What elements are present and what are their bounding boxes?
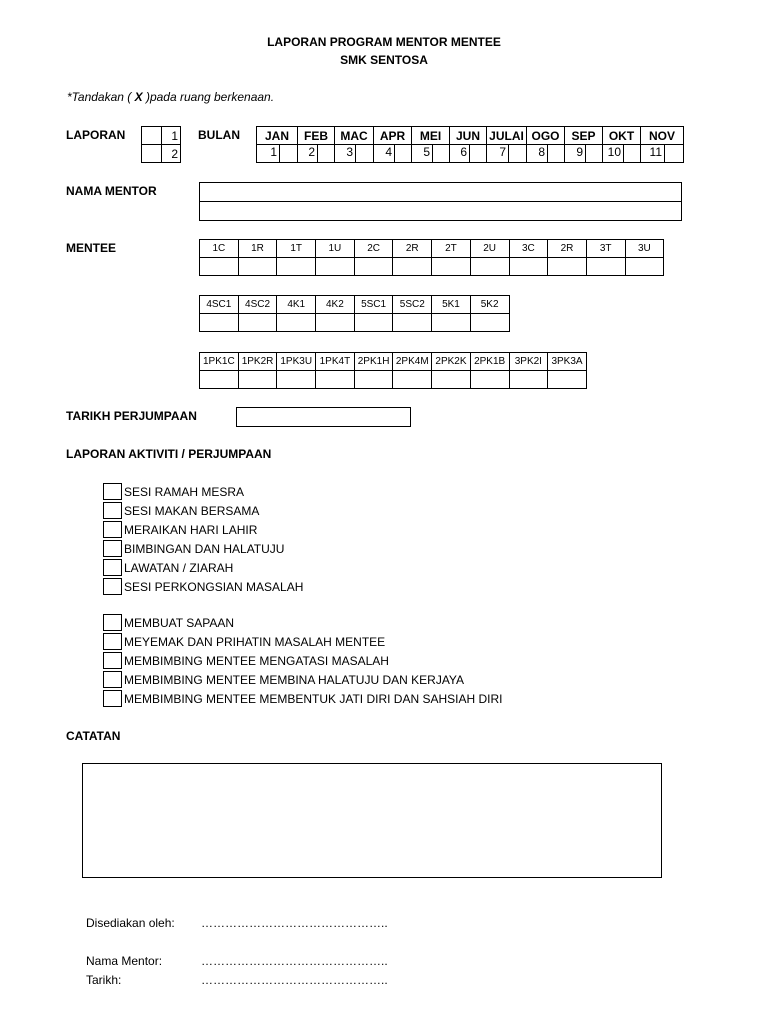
month-sep-label: SEP <box>565 127 603 145</box>
mentee-class-label: 2PK1H <box>354 353 393 371</box>
month-okt-label: OKT <box>603 127 641 145</box>
tarikh-dotted-line[interactable]: ……………………………………….. <box>201 973 388 987</box>
mentee-class-label: 3T <box>586 240 625 258</box>
mentee-class-label: 2T <box>432 240 471 258</box>
mentee-class-label: 2C <box>354 240 393 258</box>
month-number-label: 11 <box>641 145 665 162</box>
month-1-checkbox[interactable] <box>280 145 297 162</box>
laporan-1-label: 1 <box>162 127 181 145</box>
mentee-class-checkbox[interactable] <box>393 314 432 332</box>
month-number-label: 10 <box>603 145 624 162</box>
mentee-class-label: 5SC1 <box>354 296 393 314</box>
mentee-class-label: 1PK2R <box>238 353 277 371</box>
activity-item <box>103 613 502 632</box>
mentee-class-checkbox[interactable] <box>509 258 548 276</box>
mentee-class-checkbox[interactable] <box>432 314 471 332</box>
mentee-class-label: 2R <box>393 240 432 258</box>
mentee-class-label: 5SC2 <box>393 296 432 314</box>
mentee-class-label: 1C <box>200 240 239 258</box>
activity-checkbox[interactable] <box>103 578 122 595</box>
bulan-label: BULAN <box>198 128 240 142</box>
month-9-cell <box>565 145 603 163</box>
month-7-cell <box>487 145 527 163</box>
mentee-class-checkbox[interactable] <box>354 258 393 276</box>
mentee-class-checkbox[interactable] <box>238 371 277 389</box>
mentee-class-label: 1T <box>277 240 316 258</box>
activity-checkbox[interactable] <box>103 521 122 538</box>
laporan-2-checkbox[interactable] <box>142 145 162 163</box>
month-1-cell <box>257 145 298 163</box>
mentee-class-label: 1R <box>238 240 277 258</box>
month-6-checkbox[interactable] <box>470 145 486 162</box>
month-4-checkbox[interactable] <box>395 145 411 162</box>
mentee-grid-1 <box>199 239 664 276</box>
mentee-class-label: 2PK2K <box>432 353 471 371</box>
bulan-grid <box>256 126 684 163</box>
activity-group-1 <box>103 482 303 596</box>
mentee-class-checkbox[interactable] <box>470 371 509 389</box>
month-number-label: 5 <box>412 145 433 162</box>
mentee-grid-2 <box>199 295 510 332</box>
mentee-class-checkbox[interactable] <box>470 314 509 332</box>
mentee-grid-3 <box>199 352 587 389</box>
month-apr-label: APR <box>374 127 412 145</box>
activity-checkbox[interactable] <box>103 559 122 576</box>
month-11-checkbox[interactable] <box>665 145 683 162</box>
activity-label: MERAIKAN HARI LAHIR <box>124 522 258 537</box>
month-number-label: 8 <box>527 145 548 162</box>
activity-label: MEMBIMBING MENTEE MEMBINA HALATUJU DAN KERJAYA <box>124 672 465 687</box>
mentee-class-label: 1PK1C <box>200 353 239 371</box>
month-ogo-label: OGO <box>527 127 565 145</box>
mentee-class-checkbox[interactable] <box>200 258 239 276</box>
mentee-class-checkbox[interactable] <box>548 258 587 276</box>
mentee-class-checkbox[interactable] <box>586 258 625 276</box>
mentee-class-label: 5K2 <box>470 296 509 314</box>
nama-mentor-divider <box>200 201 681 202</box>
page-title: LAPORAN PROGRAM MENTOR MENTEE <box>267 35 501 49</box>
activity-item <box>103 577 303 596</box>
activity-label: SESI RAMAH MESRA <box>124 484 245 499</box>
month-3-cell <box>335 145 374 163</box>
month-mei-label: MEI <box>412 127 450 145</box>
mentee-class-checkbox[interactable] <box>200 314 239 332</box>
nama-mentor-label: NAMA MENTOR <box>66 184 157 198</box>
month-4-cell <box>374 145 412 163</box>
activity-item <box>103 670 502 689</box>
catatan-field[interactable] <box>82 763 662 878</box>
activity-checkbox[interactable] <box>103 652 122 669</box>
activity-item <box>103 501 303 520</box>
mentee-class-checkbox[interactable] <box>548 371 587 389</box>
month-number-label: 6 <box>450 145 470 162</box>
month-10-checkbox[interactable] <box>624 145 640 162</box>
month-mac-label: MAC <box>335 127 374 145</box>
month-number-label: 4 <box>374 145 395 162</box>
mentee-class-label: 3U <box>625 240 664 258</box>
mentee-class-checkbox[interactable] <box>432 258 471 276</box>
activity-checkbox[interactable] <box>103 502 122 519</box>
month-10-cell <box>603 145 641 163</box>
month-number-label: 2 <box>298 145 318 162</box>
instruction-note: *Tandakan ( X )pada ruang berkenaan. <box>67 90 275 104</box>
activity-item <box>103 520 303 539</box>
mentee-class-label: 1PK3U <box>277 353 316 371</box>
month-nov-label: NOV <box>641 127 684 145</box>
month-julai-label: JULAI <box>487 127 527 145</box>
mentee-class-checkbox[interactable] <box>625 258 664 276</box>
month-5-checkbox[interactable] <box>433 145 449 162</box>
activity-item <box>103 482 303 501</box>
mentee-class-checkbox[interactable] <box>470 258 509 276</box>
mentee-class-checkbox[interactable] <box>277 258 316 276</box>
mentee-class-checkbox[interactable] <box>277 314 316 332</box>
month-6-cell <box>450 145 487 163</box>
activity-label: MEMBIMBING MENTEE MEMBENTUK JATI DIRI DAN SAHSIAH DIRI <box>124 691 503 706</box>
month-7-checkbox[interactable] <box>509 145 526 162</box>
activity-group-2 <box>103 613 502 708</box>
activity-checkbox[interactable] <box>103 614 122 631</box>
activity-checkbox[interactable] <box>103 633 122 650</box>
activity-item <box>103 632 502 651</box>
laporan-1-checkbox[interactable] <box>142 127 162 145</box>
mentee-class-label: 2U <box>470 240 509 258</box>
activity-label: MEMBUAT SAPAAN <box>124 615 235 630</box>
laporan-aktiviti-label: LAPORAN AKTIVITI / PERJUMPAAN <box>66 447 272 461</box>
activity-label: SESI MAKAN BERSAMA <box>124 503 260 518</box>
activity-label: MEYEMAK DAN PRIHATIN MASALAH MENTEE <box>124 634 386 649</box>
month-number-label: 9 <box>565 145 586 162</box>
mentee-class-label: 3C <box>509 240 548 258</box>
mentee-class-label: 2PK1B <box>470 353 509 371</box>
mentee-class-label: 3PK2I <box>509 353 548 371</box>
mentee-class-label: 5K1 <box>432 296 471 314</box>
month-2-checkbox[interactable] <box>318 145 334 162</box>
mentee-class-label: 4SC1 <box>200 296 239 314</box>
catatan-label: CATATAN <box>66 729 121 743</box>
tarikh-sign-label: Tarikh: <box>86 973 122 987</box>
month-8-cell <box>527 145 565 163</box>
month-feb-label: FEB <box>298 127 335 145</box>
mentee-class-checkbox[interactable] <box>238 258 277 276</box>
activity-label: MEMBIMBING MENTEE MENGATASI MASALAH <box>124 653 389 668</box>
disediakan-label: Disediakan oleh: <box>86 916 175 930</box>
mentee-class-checkbox[interactable] <box>316 371 355 389</box>
disediakan-dotted-line[interactable]: ……………………………………….. <box>201 916 388 930</box>
laporan-2-label: 2 <box>162 145 181 163</box>
mentee-class-checkbox[interactable] <box>393 371 432 389</box>
mentee-label: MENTEE <box>66 241 117 255</box>
mentee-class-checkbox[interactable] <box>354 314 393 332</box>
nama-mentor-sign-label: Nama Mentor: <box>86 954 163 968</box>
mentee-class-label: 3PK3A <box>548 353 587 371</box>
laporan-grid <box>141 126 181 163</box>
mentee-class-checkbox[interactable] <box>238 314 277 332</box>
month-number-label: 7 <box>487 145 509 162</box>
month-number-label: 3 <box>335 145 356 162</box>
tarikh-perjumpaan-label: TARIKH PERJUMPAAN <box>66 409 197 423</box>
mentee-class-label: 4K1 <box>277 296 316 314</box>
month-11-cell <box>641 145 684 163</box>
nama-mentor-field[interactable] <box>199 182 682 221</box>
activity-item <box>103 689 502 708</box>
nama-mentor-dotted-line[interactable]: ……………………………………….. <box>201 954 388 968</box>
laporan-label: LAPORAN <box>66 128 126 142</box>
month-number-label: 1 <box>257 145 280 162</box>
mentee-class-label: 2R <box>548 240 587 258</box>
activity-item <box>103 539 303 558</box>
mentee-class-checkbox[interactable] <box>509 371 548 389</box>
activity-label: BIMBINGAN DAN HALATUJU <box>124 541 285 556</box>
mentee-class-label: 4SC2 <box>238 296 277 314</box>
activity-checkbox[interactable] <box>103 540 122 557</box>
month-8-checkbox[interactable] <box>548 145 564 162</box>
month-jun-label: JUN <box>450 127 487 145</box>
month-2-cell <box>298 145 335 163</box>
mentee-class-label: 4K2 <box>316 296 355 314</box>
activity-label: SESI PERKONGSIAN MASALAH <box>124 579 304 594</box>
mentee-class-label: 2PK4M <box>393 353 432 371</box>
activity-checkbox[interactable] <box>103 671 122 688</box>
tarikh-perjumpaan-field[interactable] <box>236 407 411 427</box>
month-9-checkbox[interactable] <box>586 145 602 162</box>
activity-checkbox[interactable] <box>103 690 122 707</box>
mentee-class-checkbox[interactable] <box>316 258 355 276</box>
mentee-class-checkbox[interactable] <box>277 371 316 389</box>
activity-label: LAWATAN / ZIARAH <box>124 560 234 575</box>
mentee-class-checkbox[interactable] <box>432 371 471 389</box>
school-name: SMK SENTOSA <box>340 53 428 67</box>
month-jan-label: JAN <box>257 127 298 145</box>
month-3-checkbox[interactable] <box>356 145 373 162</box>
activity-item <box>103 651 502 670</box>
mentee-class-checkbox[interactable] <box>200 371 239 389</box>
activity-checkbox[interactable] <box>103 483 122 500</box>
activity-item <box>103 558 303 577</box>
mentee-class-label: 1U <box>316 240 355 258</box>
mentee-class-checkbox[interactable] <box>316 314 355 332</box>
mentee-class-label: 1PK4T <box>316 353 355 371</box>
month-5-cell <box>412 145 450 163</box>
mentee-class-checkbox[interactable] <box>354 371 393 389</box>
mentee-class-checkbox[interactable] <box>393 258 432 276</box>
